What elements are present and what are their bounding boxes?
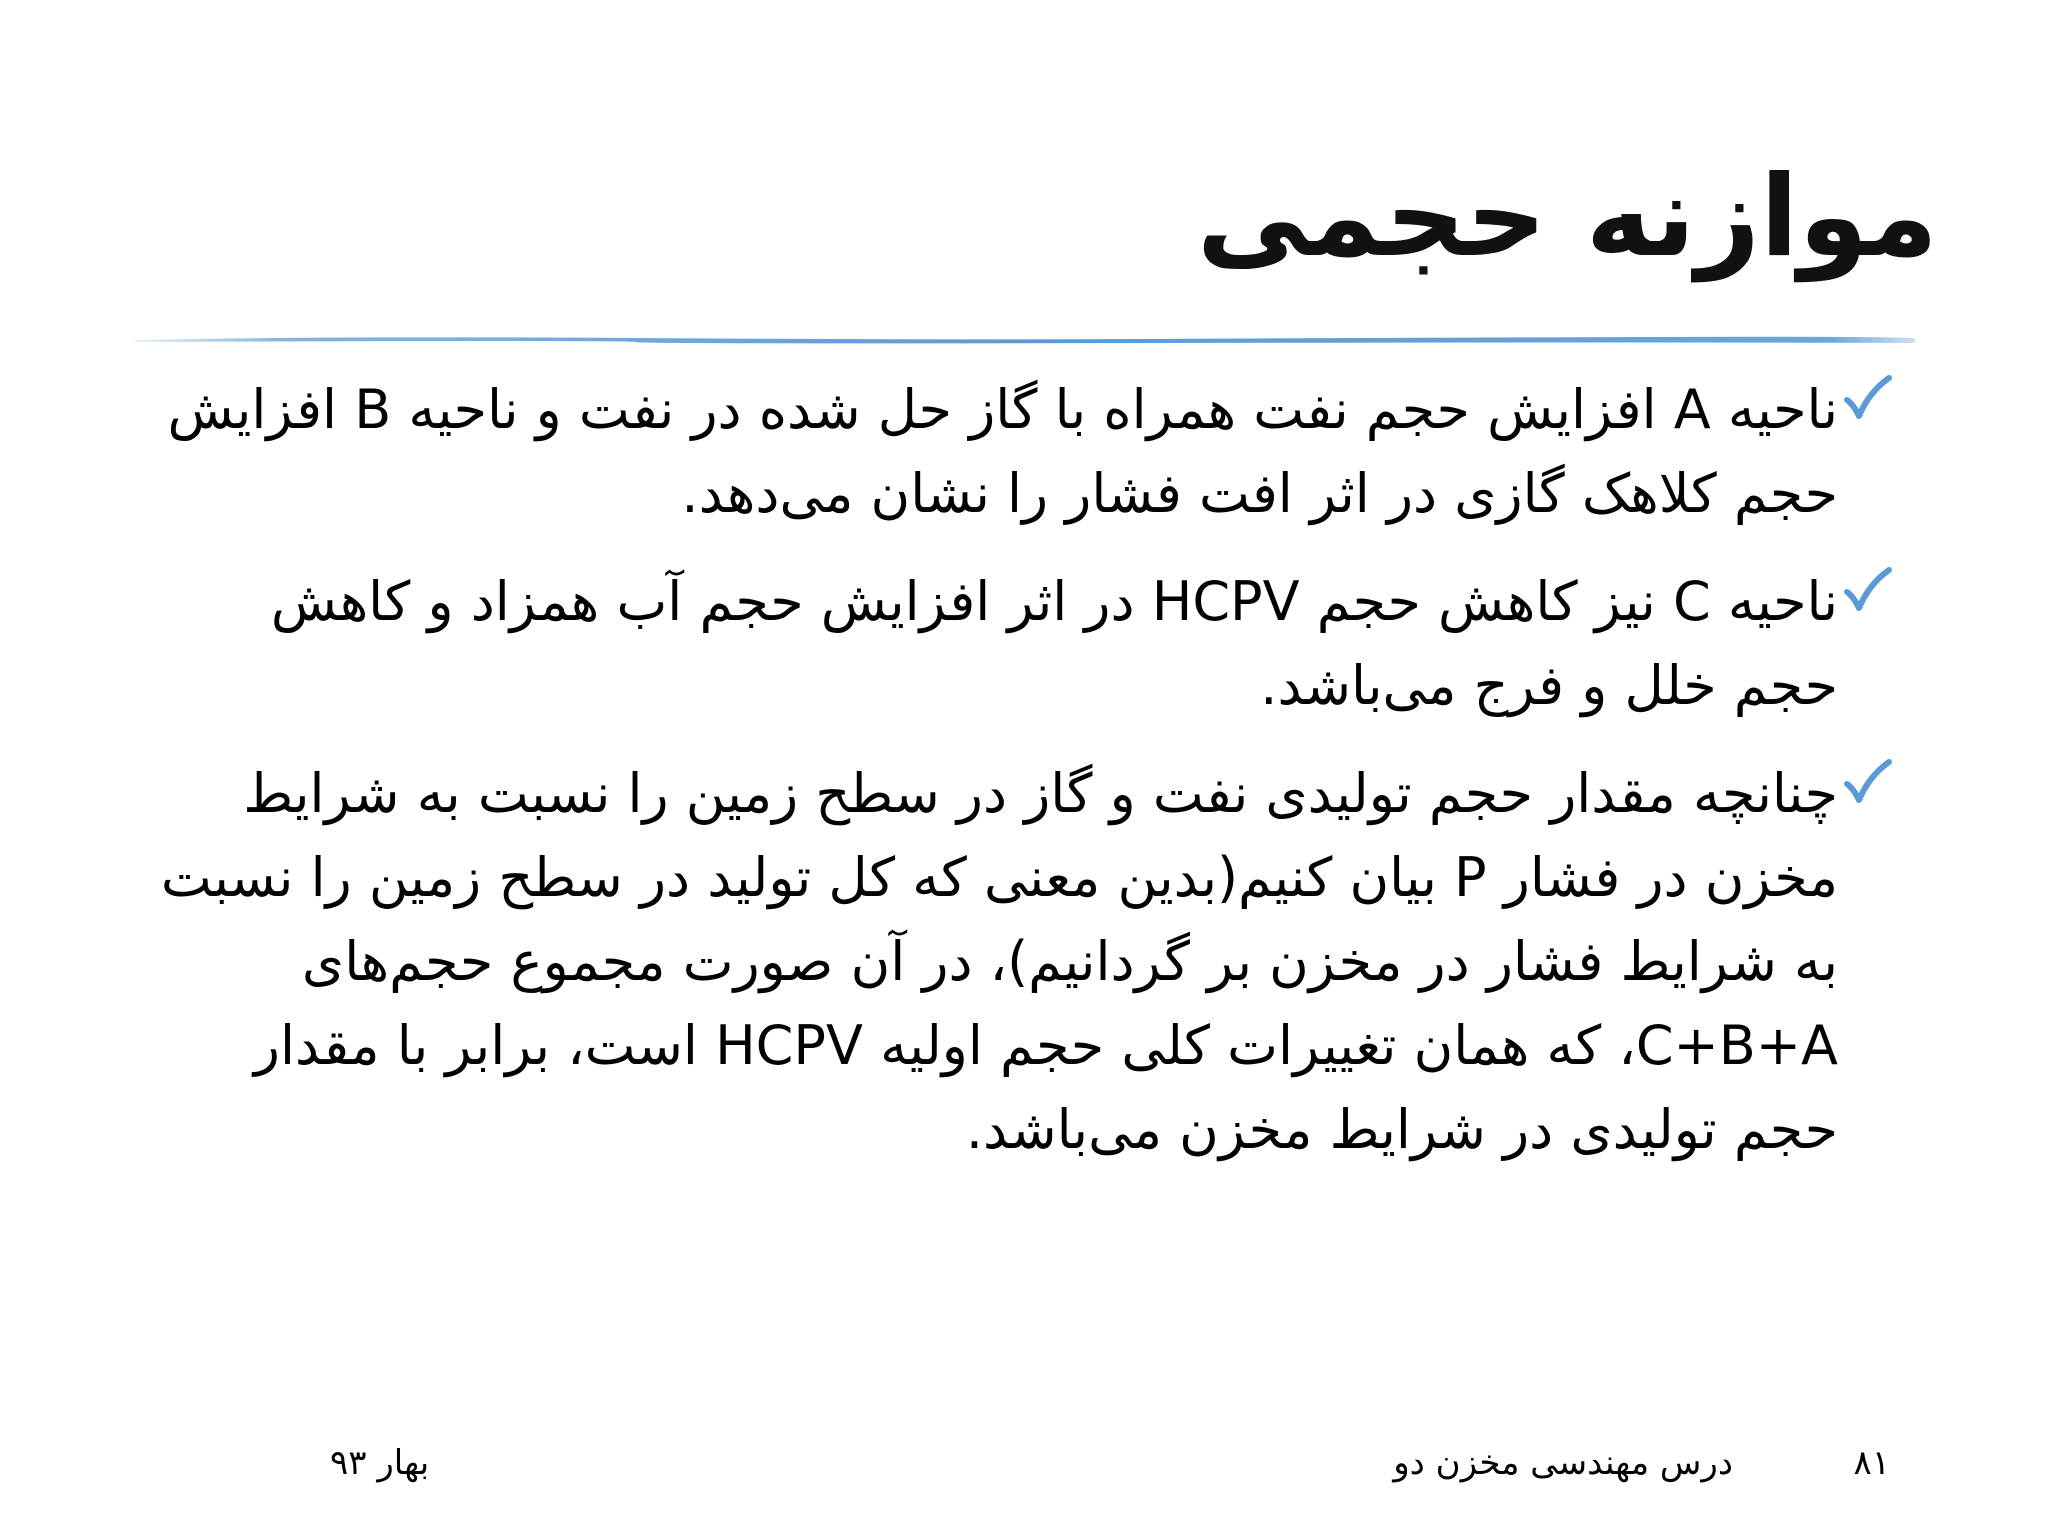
bullet-text: ناحیه A افزایش حجم نفت همراه با گاز حل شده در نفت و ناحیه B افزایش حجم کلاهک گازی در اثر افت فشار را نشان می‌دهد. — [167, 378, 1838, 525]
check-icon — [1841, 756, 1893, 808]
bullet-item — [160, 368, 1953, 536]
slide-title: موازنه حجمی — [1196, 152, 1938, 282]
footer-course-title: درس مهندسی مخزن دو — [1393, 1443, 1733, 1483]
bullet-list — [160, 368, 1953, 1196]
check-icon — [1841, 564, 1893, 616]
bullet-text: ناحیه C نیز کاهش حجم HCPV در اثر افزایش حجم آب همزاد و کاهش حجم خلل و فرج می‌باشد. — [270, 570, 1838, 717]
check-icon — [1841, 372, 1893, 424]
bullet-item — [160, 752, 1953, 1172]
title-divider — [135, 333, 1915, 345]
footer-date: بهار ۹۳ — [330, 1443, 430, 1483]
bullet-item — [160, 560, 1953, 728]
bullet-text: چنانچه مقدار حجم تولیدی نفت و گاز در سطح زمین را نسبت به شرایط مخزن در فشار P بیان کنیم(بدین معنی که کل تولید در سطح زمین را نسبت به شرایط فشار در مخزن بر گردانیم)، در آن صورت مجموع حجم‌های C+B+A، که همان تغییرات کلی حجم اولیه HCPV است، برابر با مقدار حجم تولیدی در شرایط مخزن می‌باشد. — [160, 762, 1838, 1161]
page-number: ۸۱ — [1853, 1443, 1890, 1483]
